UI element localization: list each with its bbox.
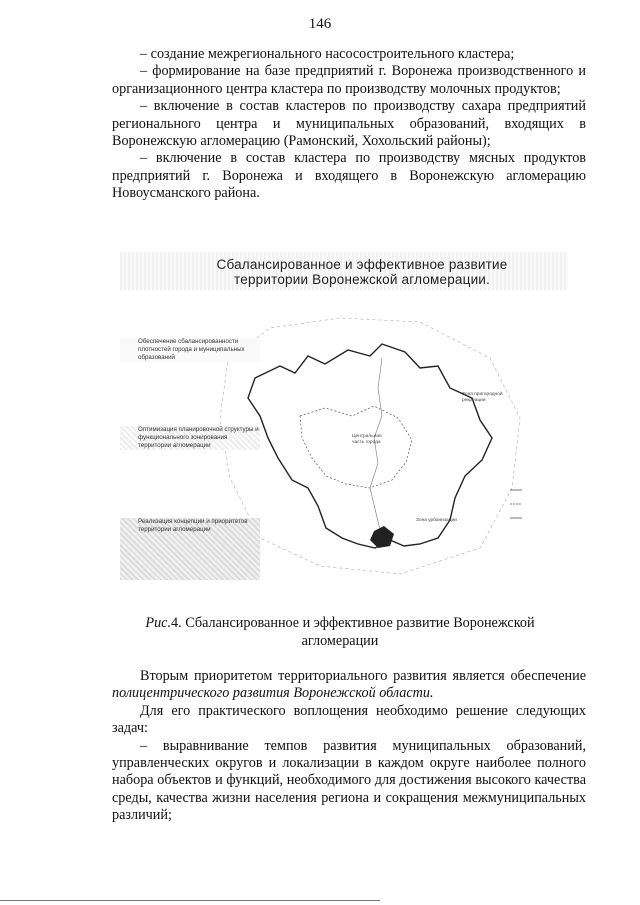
- bullet-list-top: [112, 46, 586, 203]
- page-number: 146: [308, 16, 332, 32]
- agglomeration-boundary: [300, 406, 412, 488]
- paragraph-2: Для его практического воплощения необходимо решение следующих задач:: [112, 702, 586, 737]
- figure-map: [120, 248, 568, 586]
- figure-left-block-3: Реализация концепции и приоритетов территории агломерации: [120, 518, 260, 580]
- caption-text: 4. Сбалансированное и эффективное развитие Воронежской агломерации: [171, 615, 535, 649]
- map-label: Центральная часть города: [352, 434, 382, 445]
- bullet-item: – создание межрегионального насосостроительного кластера;: [140, 46, 515, 62]
- figure-caption: [130, 614, 550, 650]
- caption-label: Рис.: [145, 615, 172, 631]
- figure-title-line2: территории Воронежской агломерации.: [234, 272, 490, 287]
- figure-title-line1: Сбалансированное и эффективное развитие: [216, 257, 508, 272]
- body-text: [112, 668, 586, 825]
- river-line: [370, 358, 382, 538]
- bullet-item: – формирование на базе предприятий г. Воронежа производственного и организационного центра кластера по производству молочных продуктов;: [112, 63, 586, 97]
- map-label: Зона урбанизации: [416, 518, 457, 523]
- figure-left-block-2: Оптимизация планировочной структуры и функционального зонирования территории агломерации: [120, 426, 260, 450]
- paragraph-1: Вторым приоритетом территориального развития является обеспечение полицентрического развития Воронежской области.: [112, 668, 586, 702]
- bullet-item: – включение в состав кластера по производству мясных продуктов предприятий г. Воронежа и входящего в Воронежскую агломерацию Новоусманского района.: [112, 150, 586, 202]
- city-core: [370, 526, 394, 548]
- bullet-item: – выравнивание темпов развития муниципальных образований, управленческих округов и локализации в каждом округе наиболее полного набора объектов и функций, необходимого для достижения высокого качества среды, качества жизни населения региона и сокращения межмуниципальных различий;: [112, 737, 586, 824]
- map-label: Зона пригородной рекреации: [462, 392, 503, 403]
- footer-rule: [0, 900, 380, 901]
- emphasized-phrase: полицентрического развития Воронежской области.: [112, 685, 434, 702]
- bullet-item: – включение в состав кластеров по производству сахара предприятий регионального центра и муниципальных образований, входящих в Воронежскую агломерацию (Рамонский, Хохольский районы);: [112, 98, 586, 150]
- figure-left-block-1: Обеспечение сбалансированности плотностей города и муниципальных образований: [120, 338, 260, 362]
